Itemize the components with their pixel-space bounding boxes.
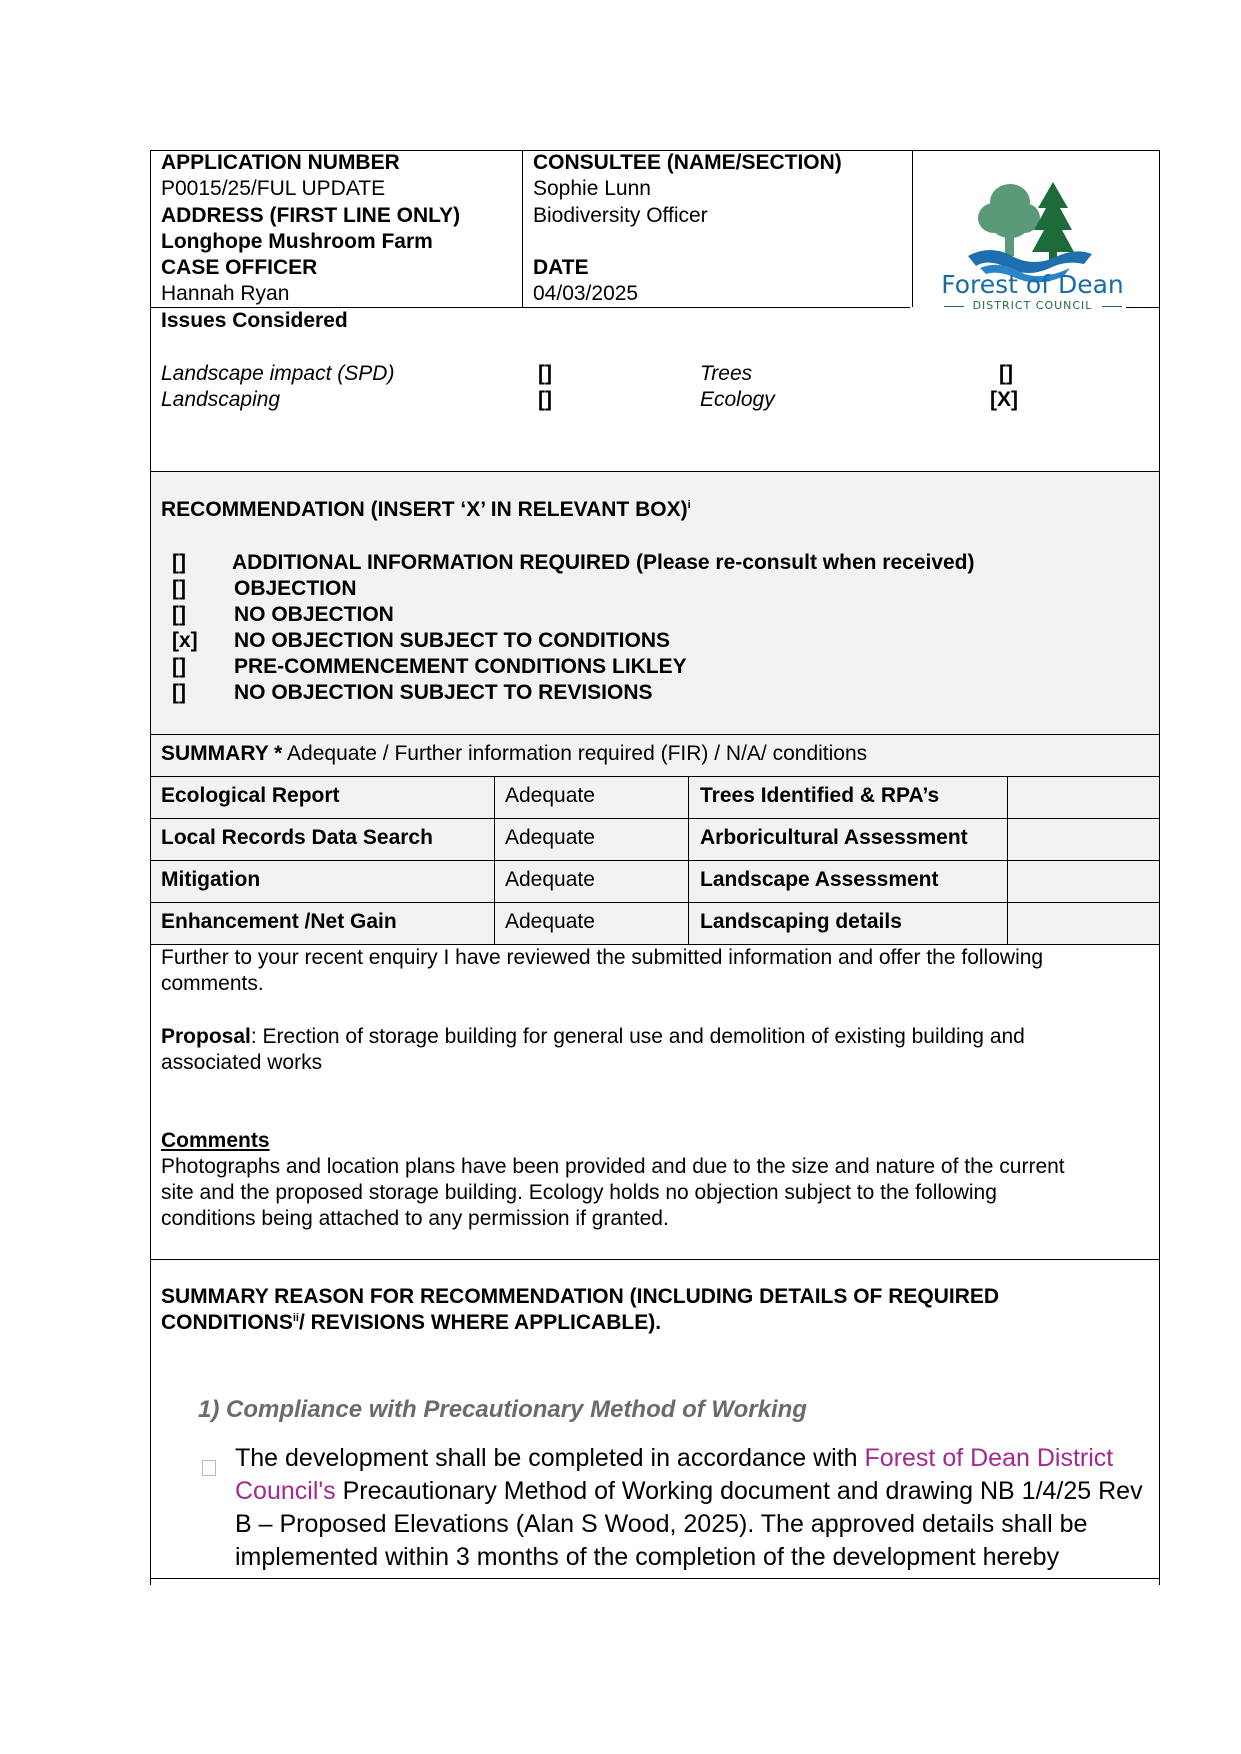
issue-mark-landscaping: []	[538, 388, 552, 411]
summary-label: SUMMARY *	[161, 742, 283, 765]
issue-label-trees: Trees	[700, 362, 753, 385]
intro-line-1: Further to your recent enquiry I have reviewed the submitted information and offer the following	[161, 946, 1044, 969]
recommendation-option-4: NO OBJECTION SUBJECT TO CONDITIONS	[234, 629, 670, 652]
recommendation-mark-3: []	[172, 603, 186, 626]
issue-mark-landscape-impact: []	[538, 362, 552, 385]
bullet-icon	[202, 1460, 216, 1476]
summary-col-divider-3	[1007, 776, 1008, 944]
recommendation-bottom-border	[150, 734, 1160, 735]
proposal-label: Proposal	[161, 1025, 251, 1048]
issue-label-landscaping: Landscaping	[161, 388, 281, 411]
summary-row-1-right-label: Trees Identified & RPA’s	[700, 784, 940, 807]
application-number-label: APPLICATION NUMBER	[161, 151, 400, 174]
consultee-name: Sophie Lunn	[533, 177, 651, 200]
intro-line-2: comments.	[161, 972, 264, 995]
logo-subtext: DISTRICT COUNCIL	[972, 299, 1093, 312]
proposal-line-1	[161, 1024, 1025, 1050]
issue-label-landscape-impact: Landscape impact (SPD)	[161, 362, 395, 385]
condition-1-text-b: Precautionary Method of Working document and drawing NB 1/4/25 Rev B – Proposed Elevations (Alan S Wood, 2025). The approved details shall be implemented within 3 months of the completion of the development hereby	[235, 1477, 1143, 1571]
condition-1-text	[235, 1442, 1145, 1574]
header-divider-1	[522, 150, 523, 307]
recommendation-option-3: NO OBJECTION	[234, 603, 394, 626]
issue-label-ecology: Ecology	[700, 388, 775, 411]
proposal-line-2: associated works	[161, 1051, 323, 1074]
summary-row-3-left-label: Mitigation	[161, 868, 261, 891]
summary-row-1-left-label: Ecological Report	[161, 784, 340, 807]
summary-row-4-left-value: Adequate	[505, 910, 595, 933]
address-label: ADDRESS (FIRST LINE ONLY)	[161, 204, 461, 227]
recommendation-option-1: ADDITIONAL INFORMATION REQUIRED (Please re-consult when received)	[232, 551, 975, 574]
recommendation-mark-4: [x]	[172, 629, 198, 652]
reason-title-rest: / REVISIONS WHERE APPLICABLE).	[298, 1311, 662, 1334]
address-value: Longhope Mushroom Farm	[161, 230, 433, 253]
recommendation-mark-5: []	[172, 655, 186, 678]
header-divider-2	[912, 150, 913, 307]
comments-line-2: site and the proposed storage building. Ecology holds no objection subject to the following	[161, 1181, 997, 1204]
summary-row-2-left-label: Local Records Data Search	[161, 826, 433, 849]
council-link[interactable]: Forest of Dean District Council's	[235, 1444, 1114, 1505]
summary-row-border-2	[150, 860, 1160, 861]
recommendation-mark-6: []	[172, 681, 186, 704]
reason-title-line-1: SUMMARY REASON FOR RECOMMENDATION (INCLUDING DETAILS OF REQUIRED	[161, 1285, 1000, 1308]
comments-line-1: Photographs and location plans have been provided and due to the size and nature of the current	[161, 1155, 1065, 1178]
issue-mark-ecology: [X]	[990, 388, 1018, 411]
issues-bottom-border	[150, 471, 1160, 472]
condition-1-heading: 1) Compliance with Precautionary Method of Working	[198, 1396, 807, 1423]
comments-line-3: conditions being attached to any permission if granted.	[161, 1207, 669, 1230]
logo-rule-right	[1102, 306, 1122, 307]
summary-row-4-left-label: Enhancement /Net Gain	[161, 910, 397, 933]
summary-row-1-left-value: Adequate	[505, 784, 595, 807]
reason-title-sup: ii	[292, 1312, 299, 1324]
logo-rule-left	[944, 306, 964, 307]
summary-row-2-right-label: Arboricultural Assessment	[700, 826, 968, 849]
issue-mark-trees: []	[999, 362, 1013, 385]
case-officer-label: CASE OFFICER	[161, 256, 318, 279]
summary-row-3-left-value: Adequate	[505, 868, 595, 891]
summary-row-2-left-value: Adequate	[505, 826, 595, 849]
application-number: P0015/25/FUL UPDATE	[161, 177, 386, 200]
recommendation-title-sup: i	[687, 499, 691, 511]
summary-col-divider-2	[688, 776, 689, 944]
recommendation-option-2: OBJECTION	[234, 577, 357, 600]
issues-title: Issues Considered	[161, 309, 348, 332]
reason-title-line-2	[161, 1310, 661, 1336]
summary-row-border-3	[150, 902, 1160, 903]
reason-title-conditions: CONDITIONS	[161, 1311, 293, 1334]
recommendation-title	[161, 497, 691, 523]
proposal-text: : Erection of storage building for general use and demolition of existing building and	[250, 1025, 1025, 1048]
date-value: 04/03/2025	[533, 282, 639, 305]
comments-label: Comments	[161, 1129, 270, 1152]
recommendation-mark-2: []	[172, 577, 186, 600]
consultee-label: CONSULTEE (NAME/SECTION)	[533, 151, 842, 174]
council-logo	[920, 160, 1140, 320]
summary-row-border-1	[150, 818, 1160, 819]
recommendation-option-6: NO OBJECTION SUBJECT TO REVISIONS	[234, 681, 653, 704]
recommendation-mark-1: []	[172, 551, 186, 574]
logo-text: Forest of Dean	[941, 270, 1124, 299]
recommendation-title-text: RECOMMENDATION (INSERT ‘X’ IN RELEVANT BOX)	[161, 498, 688, 521]
summary-col-divider-1	[494, 776, 495, 944]
summary-header	[161, 741, 867, 767]
summary-row-4-right-label: Landscaping details	[700, 910, 902, 933]
case-officer-value: Hannah Ryan	[161, 282, 290, 305]
consultee-role: Biodiversity Officer	[533, 204, 708, 227]
date-label: DATE	[533, 256, 589, 279]
summary-legend: Adequate / Further information required (FIR) / N/A/ conditions	[287, 742, 868, 765]
page-bottom-border	[150, 1578, 1160, 1579]
summary-header-border	[150, 776, 1160, 777]
recommendation-option-5: PRE-COMMENCEMENT CONDITIONS LIKLEY	[234, 655, 687, 678]
comments-bottom-border	[150, 1259, 1160, 1260]
summary-row-3-right-label: Landscape Assessment	[700, 868, 939, 891]
condition-1-text-a: The development shall be completed in accordance with	[235, 1444, 865, 1472]
